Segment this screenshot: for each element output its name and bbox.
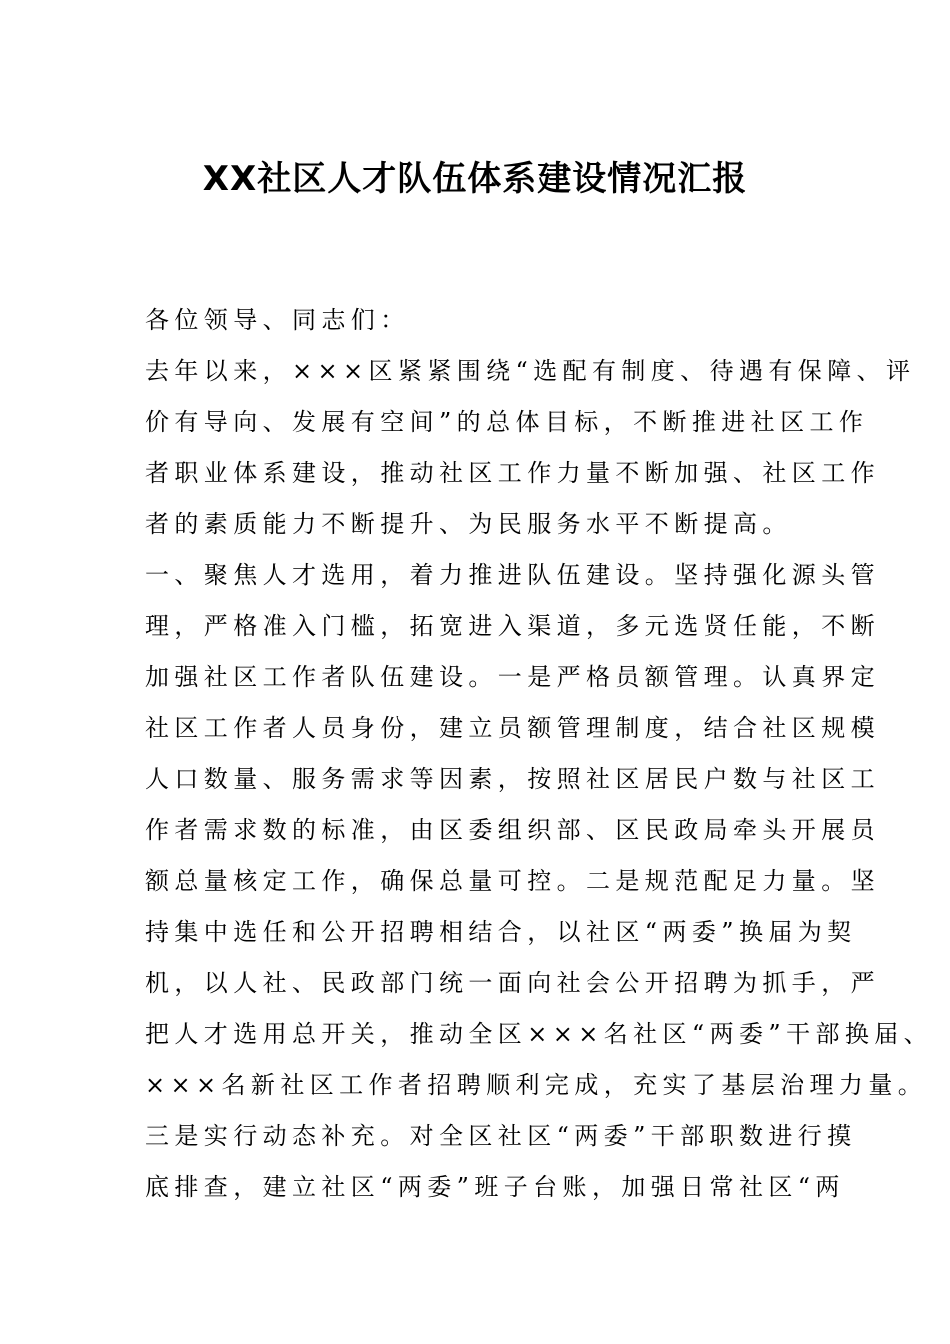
paragraph-line: 底排查，建立社区“两委”班子台账，加强日常社区“两 [145,1173,845,1201]
paragraph-line: 把人才选用总开关，推动全区×××名社区“两委”干部换届、 [145,1020,934,1048]
paragraph-line: 人口数量、服务需求等因素，按照社区居民户数与社区工 [145,765,880,793]
paragraph-line: 作者需求数的标准，由区委组织部、区民政局牵头开展员 [145,816,880,844]
salutation-line: 各位领导、同志们： [145,306,410,334]
paragraph-line: 者的素质能力不断提升、为民服务水平不断提高。 [145,510,792,538]
paragraph-line: 价有导向、发展有空间”的总体目标，不断推进社区工作 [145,408,869,436]
paragraph-line: ×××名新社区工作者招聘顺利完成，充实了基层治理力量。 [145,1071,928,1099]
document-title: XX社区人才队伍体系建设情况汇报 [202,159,748,199]
paragraph-line: 额总量核定工作，确保总量可控。二是规范配足力量。坚 [145,867,880,895]
document-body [145,295,934,1213]
paragraph-line: 持集中选任和公开招聘相结合，以社区“两委”换届为契 [145,918,857,946]
paragraph-line: 机，以人社、民政部门统一面向社会公开招聘为抓手，严 [145,969,880,997]
paragraph-line: 加强社区工作者队伍建设。一是严格员额管理。认真界定 [145,663,880,691]
paragraph-line: 去年以来，×××区紧紧围绕“选配有制度、待遇有保障、评 [145,357,916,385]
paragraph-line: 社区工作者人员身份，建立员额管理制度，结合社区规模 [145,714,880,742]
paragraph-line: 者职业体系建设，推动社区工作力量不断加强、社区工作 [145,459,880,487]
paragraph-line: 理，严格准入门槛，拓宽进入渠道，多元选贤任能，不断 [145,612,880,640]
paragraph-line: 一、聚焦人才选用，着力推进队伍建设。坚持强化源头管 [145,561,880,589]
paragraph-line: 三是实行动态补充。对全区社区“两委”干部职数进行摸 [145,1122,857,1150]
